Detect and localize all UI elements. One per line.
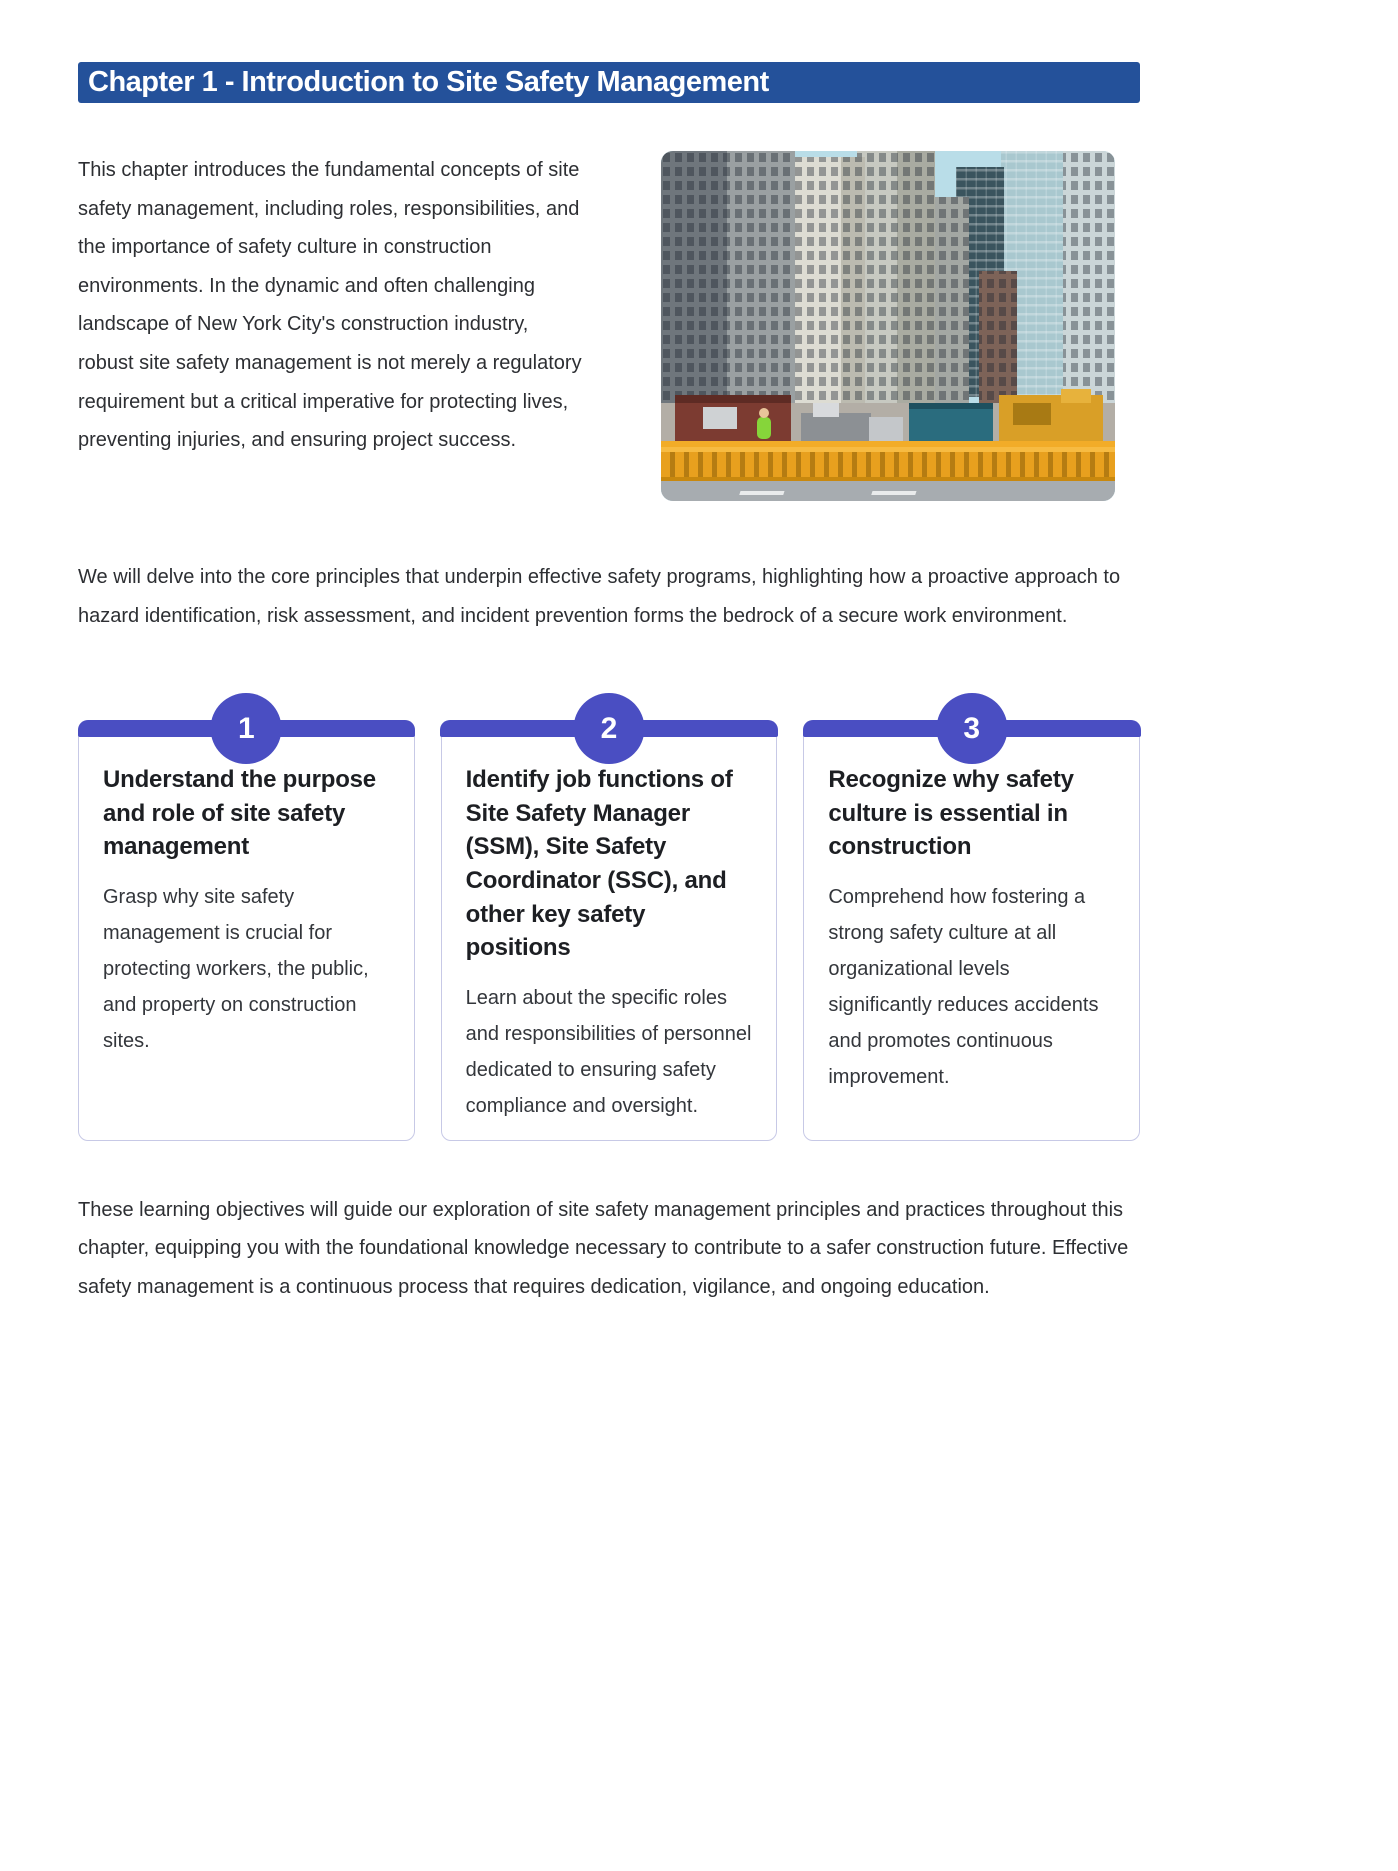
objective-number-badge: 2 — [574, 693, 645, 764]
cityscape-illustration — [661, 151, 1115, 501]
closing-paragraph: These learning objectives will guide our exploration of site safety management principles and practices throughout this chapter, equipping you with the foundational knowledge necessary to contribute to a safer construction future. Effective safety management is a continuous process that requires dedication, vigilance, and ongoing education. — [78, 1198, 1129, 1298]
intro-paragraph: This chapter introduces the fundamental concepts of site safety management, including roles, responsibilities, and the importance of safety culture in construction environments. In the dynamic and often challenging landscape of New York City's construction industry, robust site safety management is not merely a regulatory requirement but a critical imperative for protecting lives, preventing injuries, and ensuring project success. — [78, 159, 582, 452]
intro-section — [78, 151, 1140, 501]
objective-card-2 — [441, 711, 778, 1141]
chapter-page — [78, 62, 1140, 1307]
objective-description: Learn about the specific roles and responsibilities of personnel dedicated to ensuring safety compliance and oversight. — [465, 986, 752, 1117]
learning-objectives-row — [78, 711, 1140, 1141]
objective-title: Identify job functions of Site Safety Manager (SSM), Site Safety Coordinator (SSC), and other key safety positions — [465, 766, 733, 962]
objective-description: Grasp why site safety management is crucial for protecting workers, the public, and property on construction sites. — [103, 885, 369, 1052]
objective-description: Comprehend how fostering a strong safety culture at all organizational levels significantly reduces accidents and promotes continuous improvement. — [828, 885, 1099, 1088]
objective-number-badge: 3 — [936, 693, 1007, 764]
objective-title: Recognize why safety culture is essential in construction — [828, 766, 1074, 861]
chapter-header — [78, 62, 1140, 103]
chapter-title: Chapter 1 - Introduction to Site Safety Management — [88, 66, 769, 98]
objective-card-3 — [803, 711, 1140, 1141]
principles-paragraph: We will delve into the core principles that underpin effective safety programs, highlighting how a proactive approach to hazard identification, risk assessment, and incident prevention forms the bedrock of a secure work environment. — [78, 566, 1121, 627]
objective-card-1 — [78, 711, 415, 1141]
objective-title: Understand the purpose and role of site safety management — [103, 766, 376, 861]
construction-site-photo — [661, 151, 1115, 501]
objective-number-badge: 1 — [211, 693, 282, 764]
